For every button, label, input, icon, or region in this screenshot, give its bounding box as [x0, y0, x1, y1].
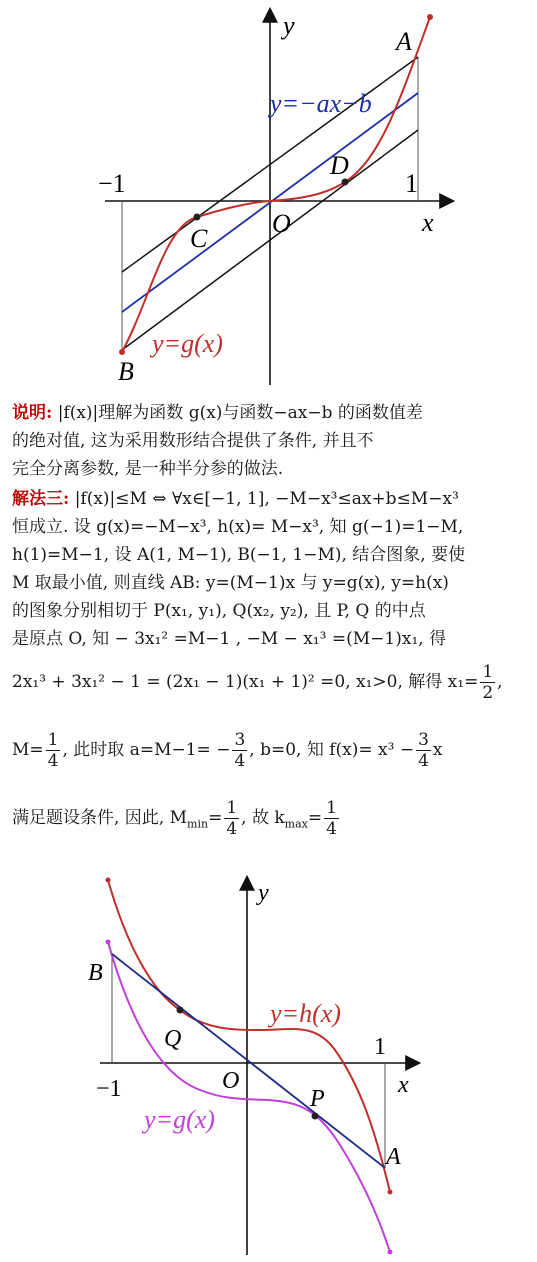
m-eq: M= [12, 740, 44, 760]
point-Q-dot [177, 1007, 184, 1014]
fraction-half: $\frac{1}{2}$ [482, 662, 494, 703]
point-P-dot [312, 1113, 319, 1120]
figure-1 [0, 0, 537, 395]
curve-g [122, 17, 430, 352]
note-line-1 [12, 400, 423, 426]
y-axis-label-2: y [258, 880, 269, 906]
point-P-label: P [310, 1086, 325, 1112]
kmax-text: , 故 k [241, 808, 285, 828]
comma: , [497, 672, 503, 692]
point-A-label-2: A [386, 1144, 401, 1170]
point-A-dot [427, 14, 433, 20]
x-axis-label: x [422, 208, 434, 237]
note-line-3: 完全分离参数, 是一种半分参的做法. [12, 459, 284, 479]
tick-neg1-2: −1 [96, 1076, 122, 1102]
curve-label: y=g(x) [152, 329, 223, 358]
fraction-quarter: $\frac{1}{4}$ [47, 730, 59, 771]
method-line-2: 恒成立. 设 g(x)=−M−x³, h(x)= M−x³, 知 g(−1)=1−M, [12, 517, 464, 537]
tick-neg1: −1 [98, 169, 126, 198]
point-D-label: D [330, 151, 349, 180]
method-line-5: 的图象分别相切于 P(x₁, y₁), Q(x₂, y₂), 且 P, Q 的中点 [12, 601, 426, 621]
method-line-8 [12, 730, 443, 771]
solution-text [12, 400, 532, 870]
origin-label-2: O [222, 1068, 240, 1094]
note-label: 说明: [12, 403, 53, 423]
g-end-dot-top [106, 940, 111, 945]
line-label: y=−ax−b [270, 89, 372, 118]
point-C-label: C [190, 224, 208, 253]
eq-sign: = [208, 808, 223, 828]
point-Q-label: Q [164, 1026, 182, 1052]
point-A-label: A [396, 27, 412, 56]
point-B-label-2: B [88, 960, 103, 986]
conclusion-text: 满足题设条件, 因此, M [12, 808, 188, 828]
method-text-1: |f(x)|≤M ⇔ ∀x∈[−1, 1], −M−x³≤ax+b≤M−x³ [74, 489, 459, 509]
h-end-dot-bottom [388, 1190, 393, 1195]
method-line-1 [12, 486, 459, 512]
note-line-2: 的绝对值, 这为采用数形结合提供了条件, 并且不 [12, 431, 374, 451]
point-B-dot [119, 349, 125, 355]
tick-1-2: 1 [374, 1034, 386, 1060]
fraction-three-quarters: $\frac{3}{4}$ [234, 730, 246, 771]
method-label: 解法三: [12, 489, 70, 509]
g-end-dot-bottom [388, 1250, 393, 1255]
eq-line-7: 2x₁³ + 3x₁² − 1 = (2x₁ − 1)(x₁ + 1)² =0, x₁>0, 解得 x₁= [12, 672, 479, 692]
tangent-line-AB [112, 954, 385, 1168]
h-curve-label: y=h(x) [270, 999, 341, 1028]
curve-h [108, 880, 390, 1192]
fraction-kmax: $\frac{1}{4}$ [326, 798, 337, 839]
method-line-6: 是原点 O, 知 − 3x₁² =M−1 , −M − x₁³ =(M−1)x₁, 得 [12, 629, 447, 649]
method-line-7 [12, 662, 503, 703]
y-axis-label: y [283, 11, 295, 40]
method-line-3: h(1)=M−1, 设 A(1, M−1), B(−1, 1−M), 结合图象, 要使 [12, 545, 466, 565]
x-axis-label-2: x [398, 1072, 409, 1098]
method-line-4: M 取最小值, 则直线 AB: y=(M−1)x 与 y=g(x), y=h(x) [12, 573, 449, 593]
h-end-dot-top [106, 878, 111, 883]
a-eq: , 此时取 a=M−1= − [62, 740, 231, 760]
eq-sign-2: = [307, 808, 323, 828]
figure-2 [0, 870, 537, 1262]
f-eq: , b=0, 知 f(x)= x³ − [249, 740, 415, 760]
tick-1: 1 [405, 169, 418, 198]
fraction-three-quarters-2: $\frac{3}{4}$ [418, 730, 429, 771]
point-B-label: B [118, 357, 134, 386]
sub-min: min [187, 817, 209, 831]
g-curve-label: y=g(x) [144, 1105, 215, 1134]
x-var: x [432, 740, 443, 760]
curve-g-2 [108, 942, 390, 1252]
fraction-mmin: $\frac{1}{4}$ [226, 798, 238, 839]
method-line-9 [12, 798, 341, 839]
point-C-dot [194, 214, 201, 221]
note-text-1: |f(x)|理解为函数 g(x)与函数−ax−b 的函数值差 [57, 403, 423, 423]
origin-label: O [272, 209, 291, 238]
sub-max: max [284, 817, 308, 831]
